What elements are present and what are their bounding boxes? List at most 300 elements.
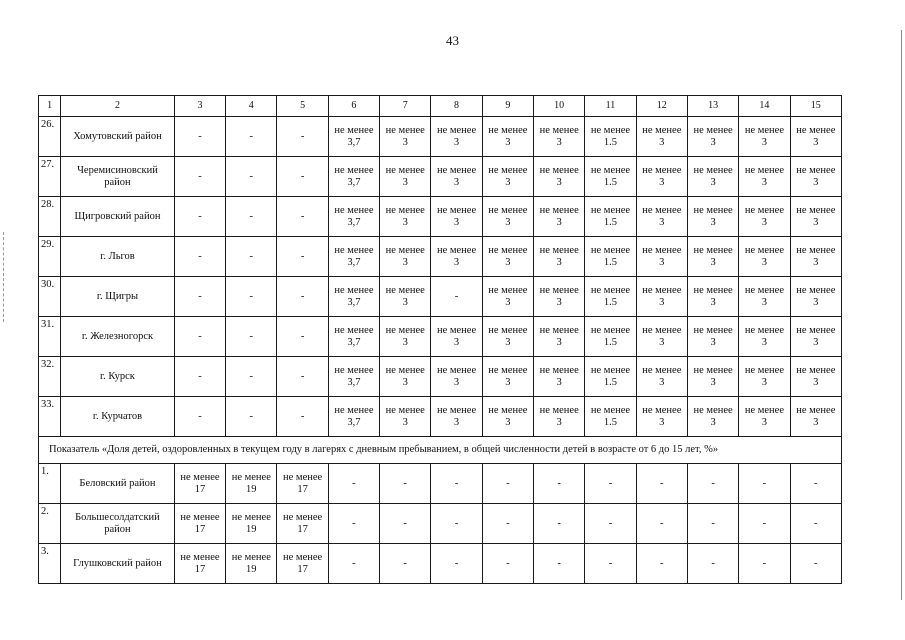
cell-line: не менее: [539, 405, 579, 416]
cell-line: -: [300, 290, 305, 302]
cell-line: не менее: [180, 552, 220, 563]
value-cell: [636, 237, 687, 277]
cell-line: 17: [297, 523, 308, 535]
value-cell: [790, 504, 841, 544]
value-cell: [226, 357, 277, 397]
cell-line: не менее: [744, 165, 784, 176]
value-cell: [636, 504, 687, 544]
row-number: 27.: [39, 157, 61, 197]
value-cell: [277, 544, 328, 584]
row-number: 30.: [39, 277, 61, 317]
value-cell: [790, 317, 841, 357]
cell-line: не менее: [385, 125, 425, 136]
cell-line: 3: [402, 296, 408, 308]
cell-line: 1.5: [603, 136, 618, 148]
value-cell: [482, 157, 533, 197]
cell-line: 3: [761, 296, 768, 308]
table-row: [39, 464, 842, 504]
cell-line: -: [608, 517, 613, 529]
value-cell: [431, 464, 482, 504]
value-cell: [585, 504, 636, 544]
value-cell: [687, 464, 738, 504]
cell-line: не менее: [590, 365, 631, 376]
cell-line: не менее: [796, 245, 836, 256]
cell-line: 3: [813, 216, 819, 228]
cell-line: -: [352, 477, 356, 489]
cell-line: -: [608, 557, 613, 569]
value-cell: [174, 157, 225, 197]
cell-line: не менее: [693, 325, 733, 336]
cell-line: не менее: [642, 245, 682, 256]
cell-line: 3: [505, 416, 511, 428]
value-cell: [431, 197, 482, 237]
header-cell: 15: [790, 96, 841, 117]
cell-line: 3: [659, 376, 665, 388]
value-cell: [636, 317, 687, 357]
value-cell: [739, 117, 790, 157]
cell-line: -: [198, 250, 202, 262]
cell-line: г. Щигры: [96, 290, 139, 302]
value-cell: [739, 544, 790, 584]
cell-line: не менее: [744, 405, 784, 416]
cell-line: 3: [710, 256, 716, 268]
margin-scan-mark: [3, 232, 5, 322]
cell-line: не менее: [539, 205, 579, 216]
table-row: [39, 544, 842, 584]
cell-line: 3: [659, 136, 665, 148]
cell-line: не менее: [642, 285, 682, 296]
cell-line: -: [300, 210, 305, 222]
value-cell: [482, 237, 533, 277]
cell-line: не менее: [590, 285, 631, 296]
cell-line: 3: [761, 216, 768, 228]
table-row: [39, 237, 842, 277]
district-name: [61, 197, 175, 237]
cell-line: -: [249, 410, 254, 422]
cell-line: 3: [402, 216, 408, 228]
header-cell: 8: [431, 96, 482, 117]
cell-line: 3: [556, 376, 562, 388]
table-body: [39, 96, 842, 584]
value-cell: [636, 357, 687, 397]
value-cell: [585, 277, 636, 317]
cell-line: 19: [246, 483, 257, 495]
cell-line: не менее: [590, 325, 631, 336]
cell-line: 3: [659, 176, 665, 188]
value-cell: [328, 277, 379, 317]
cell-line: не менее: [283, 552, 323, 563]
cell-line: 3: [813, 256, 819, 268]
cell-line: 1.5: [603, 296, 618, 308]
cell-line: -: [403, 517, 407, 529]
value-cell: [739, 237, 790, 277]
value-cell: [277, 317, 328, 357]
district-name: [61, 237, 175, 277]
cell-line: 3,7: [347, 216, 361, 228]
value-cell: [534, 197, 585, 237]
value-cell: [174, 397, 225, 437]
value-cell: [482, 197, 533, 237]
cell-line: г. Курск: [100, 370, 135, 382]
cell-line: не менее: [642, 405, 682, 416]
cell-line: -: [557, 557, 561, 569]
cell-line: не менее: [539, 285, 579, 296]
district-name: [61, 504, 175, 544]
cell-line: 3: [505, 256, 511, 268]
cell-line: -: [660, 517, 664, 529]
value-cell: [226, 197, 277, 237]
cell-line: не менее: [385, 325, 425, 336]
value-cell: [790, 544, 841, 584]
value-cell: [636, 397, 687, 437]
cell-line: не менее: [436, 125, 477, 136]
cell-line: -: [454, 477, 459, 489]
cell-line: -: [454, 557, 459, 569]
cell-line: 3: [813, 416, 819, 428]
cell-line: 3: [813, 376, 819, 388]
header-cell: 1: [39, 96, 61, 117]
cell-line: не менее: [590, 205, 631, 216]
table-row: [39, 157, 842, 197]
cell-line: 3: [505, 336, 511, 348]
cell-line: 3: [761, 376, 768, 388]
value-cell: [174, 544, 225, 584]
value-cell: [636, 157, 687, 197]
cell-line: не менее: [642, 125, 682, 136]
cell-line: 3: [659, 416, 665, 428]
cell-line: 17: [297, 483, 308, 495]
cell-line: 3: [556, 336, 562, 348]
cell-line: г. Железногорск: [81, 330, 154, 342]
cell-line: 3: [556, 296, 562, 308]
cell-line: г. Льгов: [100, 250, 135, 262]
cell-line: не менее: [334, 205, 374, 216]
cell-line: Большесолдатский: [75, 512, 160, 523]
header-cell: 3: [174, 96, 225, 117]
cell-line: не менее: [796, 365, 836, 376]
value-cell: [482, 317, 533, 357]
value-cell: [739, 157, 790, 197]
cell-line: 3: [710, 376, 716, 388]
value-cell: [328, 397, 379, 437]
table-row: [39, 317, 842, 357]
cell-line: не менее: [796, 125, 836, 136]
cell-line: не менее: [744, 205, 784, 216]
cell-line: 3: [402, 176, 408, 188]
value-cell: [790, 397, 841, 437]
cell-line: -: [660, 477, 664, 489]
cell-line: не менее: [436, 165, 477, 176]
cell-line: -: [711, 517, 715, 529]
header-cell: 9: [482, 96, 533, 117]
row-number: 32.: [39, 357, 61, 397]
cell-line: 1.5: [603, 216, 618, 228]
cell-line: 17: [297, 563, 308, 575]
row-number: 33.: [39, 397, 61, 437]
value-cell: [431, 157, 482, 197]
value-cell: [585, 397, 636, 437]
cell-line: 3: [556, 216, 562, 228]
cell-line: 3: [710, 336, 716, 348]
value-cell: [328, 237, 379, 277]
cell-line: не менее: [796, 165, 836, 176]
cell-line: не менее: [744, 125, 784, 136]
value-cell: [482, 117, 533, 157]
value-cell: [585, 464, 636, 504]
cell-line: 17: [194, 483, 206, 495]
indicator-row: [39, 437, 842, 464]
cell-line: -: [300, 250, 305, 262]
cell-line: Глушковский район: [73, 557, 162, 569]
value-cell: [790, 197, 841, 237]
value-cell: [790, 464, 841, 504]
cell-line: -: [352, 517, 356, 529]
cell-line: не менее: [488, 125, 528, 136]
cell-line: 19: [246, 523, 257, 535]
value-cell: [380, 237, 431, 277]
cell-line: 3: [402, 416, 408, 428]
cell-line: -: [249, 250, 254, 262]
cell-line: 1.5: [603, 176, 618, 188]
value-cell: [534, 117, 585, 157]
cell-line: не менее: [436, 405, 477, 416]
cell-line: -: [198, 410, 202, 422]
value-cell: [585, 237, 636, 277]
value-cell: [380, 197, 431, 237]
cell-line: 3: [453, 256, 460, 268]
cell-line: не менее: [693, 165, 733, 176]
header-cell: 12: [636, 96, 687, 117]
cell-line: Щигровский район: [74, 210, 161, 222]
cell-line: -: [711, 477, 715, 489]
value-cell: [687, 504, 738, 544]
cell-line: 3: [556, 256, 562, 268]
cell-line: Черемисиновский: [77, 165, 158, 176]
cell-line: 3,7: [347, 416, 361, 428]
cell-line: не менее: [436, 205, 477, 216]
cell-line: -: [814, 517, 818, 529]
value-cell: [585, 117, 636, 157]
cell-line: не менее: [539, 165, 579, 176]
cell-line: не менее: [231, 472, 271, 483]
row-number: 31.: [39, 317, 61, 357]
cell-line: не менее: [231, 552, 271, 563]
cell-line: не менее: [334, 125, 374, 136]
value-cell: [174, 504, 225, 544]
cell-line: не менее: [590, 405, 631, 416]
cell-line: 17: [194, 563, 206, 575]
cell-line: -: [300, 170, 305, 182]
cell-line: -: [557, 517, 561, 529]
cell-line: не менее: [693, 365, 733, 376]
cell-line: г. Курчатов: [92, 410, 143, 422]
value-cell: [739, 357, 790, 397]
cell-line: 3: [813, 296, 819, 308]
value-cell: [790, 277, 841, 317]
value-cell: [226, 397, 277, 437]
value-cell: [226, 157, 277, 197]
value-cell: [790, 157, 841, 197]
cell-line: 3: [505, 216, 511, 228]
cell-line: не менее: [642, 365, 682, 376]
cell-line: -: [300, 330, 305, 342]
cell-line: 3: [710, 176, 716, 188]
row-number: 3.: [39, 544, 61, 584]
cell-line: 19: [246, 563, 257, 575]
page-number: 43: [446, 33, 459, 48]
cell-line: -: [762, 557, 767, 569]
cell-line: 3: [402, 336, 408, 348]
cell-line: -: [198, 210, 202, 222]
cell-line: 3,7: [347, 336, 361, 348]
cell-line: не менее: [590, 125, 631, 136]
value-cell: [687, 157, 738, 197]
table-row: [39, 197, 842, 237]
value-cell: [226, 464, 277, 504]
cell-line: 3: [402, 256, 408, 268]
value-cell: [277, 357, 328, 397]
cell-line: не менее: [180, 472, 220, 483]
cell-line: 3: [402, 136, 408, 148]
value-cell: [636, 544, 687, 584]
cell-line: не менее: [385, 405, 425, 416]
cell-line: не менее: [488, 405, 528, 416]
cell-line: -: [814, 557, 818, 569]
row-number: 26.: [39, 117, 61, 157]
cell-line: 1.5: [603, 256, 618, 268]
value-cell: [687, 237, 738, 277]
cell-line: 3,7: [347, 136, 361, 148]
value-cell: [636, 197, 687, 237]
cell-line: 3: [761, 416, 768, 428]
value-cell: [380, 544, 431, 584]
header-cell: 5: [277, 96, 328, 117]
value-cell: [482, 357, 533, 397]
value-cell: [277, 277, 328, 317]
value-cell: [328, 504, 379, 544]
header-cell: 6: [328, 96, 379, 117]
cell-line: Беловский район: [79, 477, 156, 489]
cell-line: 1.5: [603, 336, 618, 348]
value-cell: [534, 504, 585, 544]
cell-line: -: [300, 130, 305, 142]
cell-line: -: [608, 477, 613, 489]
value-cell: [687, 197, 738, 237]
cell-line: не менее: [488, 245, 528, 256]
value-cell: [636, 277, 687, 317]
cell-line: не менее: [436, 365, 477, 376]
cell-line: -: [249, 210, 254, 222]
cell-line: не менее: [642, 325, 682, 336]
district-name: [61, 117, 175, 157]
cell-line: не менее: [744, 285, 784, 296]
cell-line: -: [300, 410, 305, 422]
cell-line: 3: [556, 176, 562, 188]
cell-line: -: [660, 557, 664, 569]
cell-line: 3: [761, 136, 768, 148]
cell-line: -: [403, 557, 407, 569]
cell-line: не менее: [744, 365, 784, 376]
cell-line: 3: [453, 176, 460, 188]
value-cell: [226, 117, 277, 157]
header-cell: 10: [534, 96, 585, 117]
cell-line: не менее: [334, 365, 374, 376]
cell-line: не менее: [642, 205, 682, 216]
value-cell: [277, 464, 328, 504]
value-cell: [790, 357, 841, 397]
value-cell: [328, 464, 379, 504]
cell-line: не менее: [488, 325, 528, 336]
value-cell: [277, 397, 328, 437]
cell-line: не менее: [693, 285, 733, 296]
cell-line: не менее: [744, 325, 784, 336]
cell-line: не менее: [385, 365, 425, 376]
cell-line: не менее: [334, 325, 374, 336]
value-cell: [431, 357, 482, 397]
cell-line: не менее: [693, 125, 733, 136]
cell-line: 3: [761, 176, 768, 188]
cell-line: не менее: [488, 165, 528, 176]
cell-line: 1.5: [603, 416, 618, 428]
cell-line: не менее: [385, 205, 425, 216]
value-cell: [431, 237, 482, 277]
value-cell: [739, 464, 790, 504]
value-cell: [380, 277, 431, 317]
cell-line: 3: [505, 376, 511, 388]
value-cell: [534, 157, 585, 197]
cell-line: не менее: [488, 365, 528, 376]
table-row: [39, 397, 842, 437]
value-cell: [482, 544, 533, 584]
cell-line: не менее: [539, 365, 579, 376]
cell-line: -: [403, 477, 407, 489]
cell-line: не менее: [539, 325, 579, 336]
value-cell: [174, 317, 225, 357]
cell-line: не менее: [488, 285, 528, 296]
cell-line: -: [506, 517, 510, 529]
cell-line: не менее: [385, 245, 425, 256]
cell-line: не менее: [590, 245, 631, 256]
value-cell: [534, 544, 585, 584]
cell-line: 3: [453, 216, 460, 228]
cell-line: не менее: [436, 325, 477, 336]
value-cell: [174, 237, 225, 277]
cell-line: 3: [453, 136, 460, 148]
cell-line: 3: [659, 216, 665, 228]
value-cell: [380, 464, 431, 504]
value-cell: [790, 237, 841, 277]
cell-line: не менее: [436, 245, 477, 256]
value-cell: [790, 117, 841, 157]
cell-line: 3: [710, 216, 716, 228]
cell-line: 3: [402, 376, 408, 388]
cell-line: -: [762, 477, 767, 489]
value-cell: [226, 504, 277, 544]
cell-line: 3,7: [347, 176, 361, 188]
value-cell: [328, 317, 379, 357]
value-cell: [328, 357, 379, 397]
district-name: [61, 277, 175, 317]
value-cell: [174, 464, 225, 504]
value-cell: [687, 397, 738, 437]
cell-line: 3: [710, 296, 716, 308]
cell-line: 3: [659, 336, 665, 348]
indicator-text: Показатель «Доля детей, оздоровленных в текущем году в лагерях с дневным пребыванием, в общей численности детей в возрасте от 6 до 15 лет, %»: [39, 437, 842, 464]
value-cell: [687, 544, 738, 584]
value-cell: [226, 544, 277, 584]
table-row: [39, 277, 842, 317]
value-cell: [636, 117, 687, 157]
